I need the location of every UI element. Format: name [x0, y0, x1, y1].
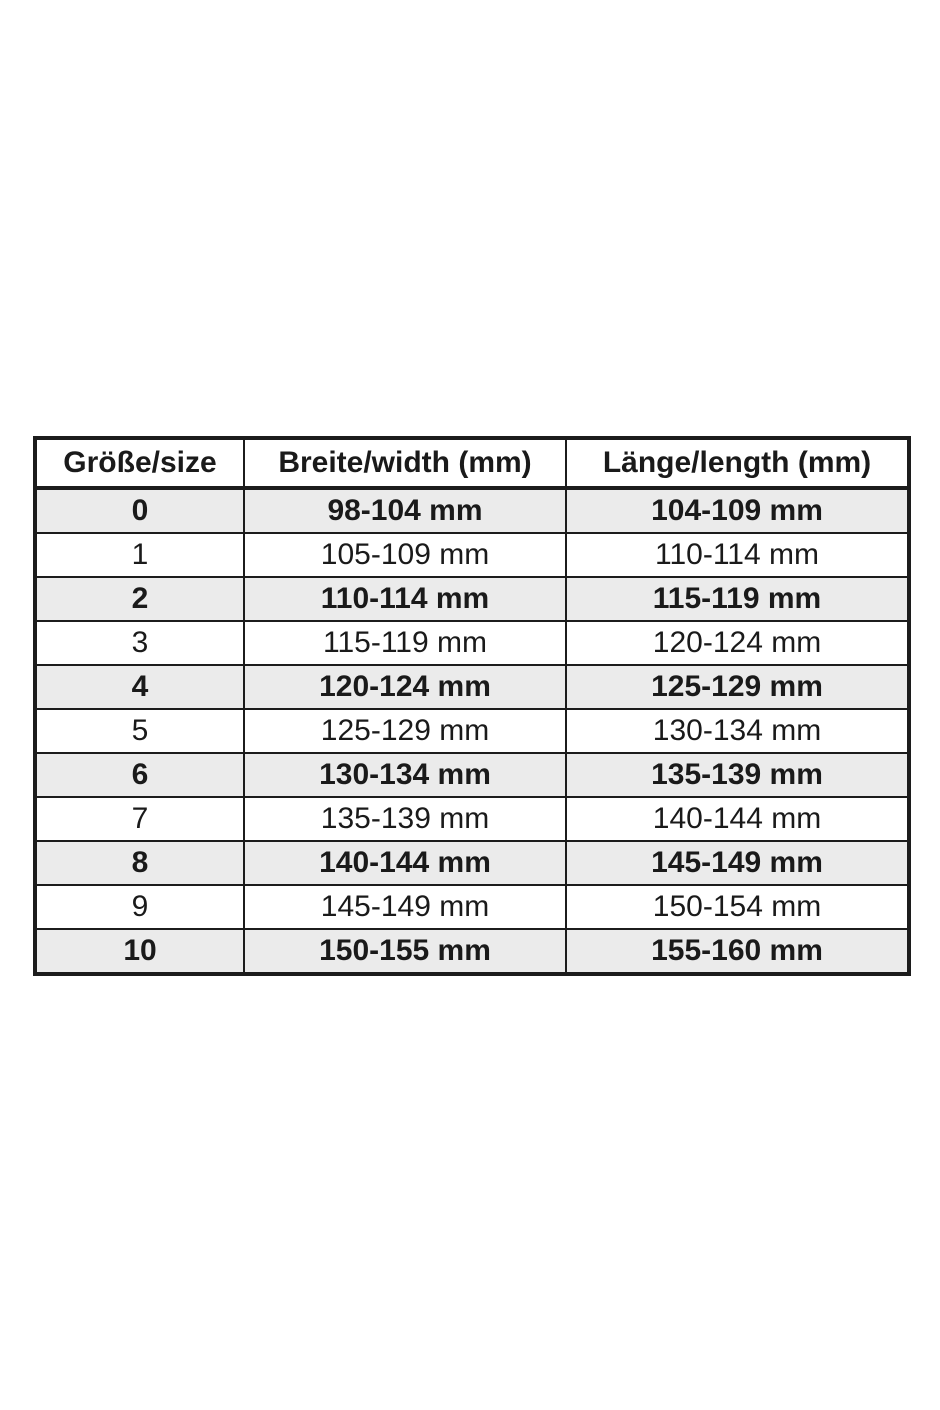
width-cell: 115-119 mm — [244, 621, 566, 665]
length-cell: 155-160 mm — [566, 929, 909, 974]
table-row — [35, 753, 909, 797]
size-cell: 10 — [35, 929, 244, 974]
width-cell: 145-149 mm — [244, 885, 566, 929]
length-cell: 145-149 mm — [566, 841, 909, 885]
length-cell: 150-154 mm — [566, 885, 909, 929]
table-row — [35, 533, 909, 577]
width-cell: 125-129 mm — [244, 709, 566, 753]
size-cell: 4 — [35, 665, 244, 709]
size-cell: 0 — [35, 488, 244, 533]
length-cell: 130-134 mm — [566, 709, 909, 753]
length-cell: 120-124 mm — [566, 621, 909, 665]
width-cell: 98-104 mm — [244, 488, 566, 533]
header-width: Breite/width (mm) — [244, 438, 566, 488]
length-cell: 135-139 mm — [566, 753, 909, 797]
size-cell: 1 — [35, 533, 244, 577]
table-row — [35, 929, 909, 974]
table-row — [35, 709, 909, 753]
width-cell: 140-144 mm — [244, 841, 566, 885]
length-cell: 104-109 mm — [566, 488, 909, 533]
size-chart-table — [33, 436, 911, 976]
length-cell: 140-144 mm — [566, 797, 909, 841]
length-cell: 125-129 mm — [566, 665, 909, 709]
width-cell: 130-134 mm — [244, 753, 566, 797]
size-cell: 8 — [35, 841, 244, 885]
header-length: Länge/length (mm) — [566, 438, 909, 488]
size-cell: 7 — [35, 797, 244, 841]
width-cell: 120-124 mm — [244, 665, 566, 709]
size-cell: 9 — [35, 885, 244, 929]
table-row — [35, 577, 909, 621]
length-cell: 115-119 mm — [566, 577, 909, 621]
table-row — [35, 885, 909, 929]
table-row — [35, 797, 909, 841]
size-cell: 2 — [35, 577, 244, 621]
table-row — [35, 841, 909, 885]
table-body — [35, 488, 909, 974]
table-row — [35, 665, 909, 709]
size-cell: 5 — [35, 709, 244, 753]
header-size: Größe/size — [35, 438, 244, 488]
length-cell: 110-114 mm — [566, 533, 909, 577]
width-cell: 135-139 mm — [244, 797, 566, 841]
size-cell: 3 — [35, 621, 244, 665]
header-row — [35, 438, 909, 488]
width-cell: 150-155 mm — [244, 929, 566, 974]
table-row — [35, 488, 909, 533]
width-cell: 110-114 mm — [244, 577, 566, 621]
size-cell: 6 — [35, 753, 244, 797]
width-cell: 105-109 mm — [244, 533, 566, 577]
table-row — [35, 621, 909, 665]
